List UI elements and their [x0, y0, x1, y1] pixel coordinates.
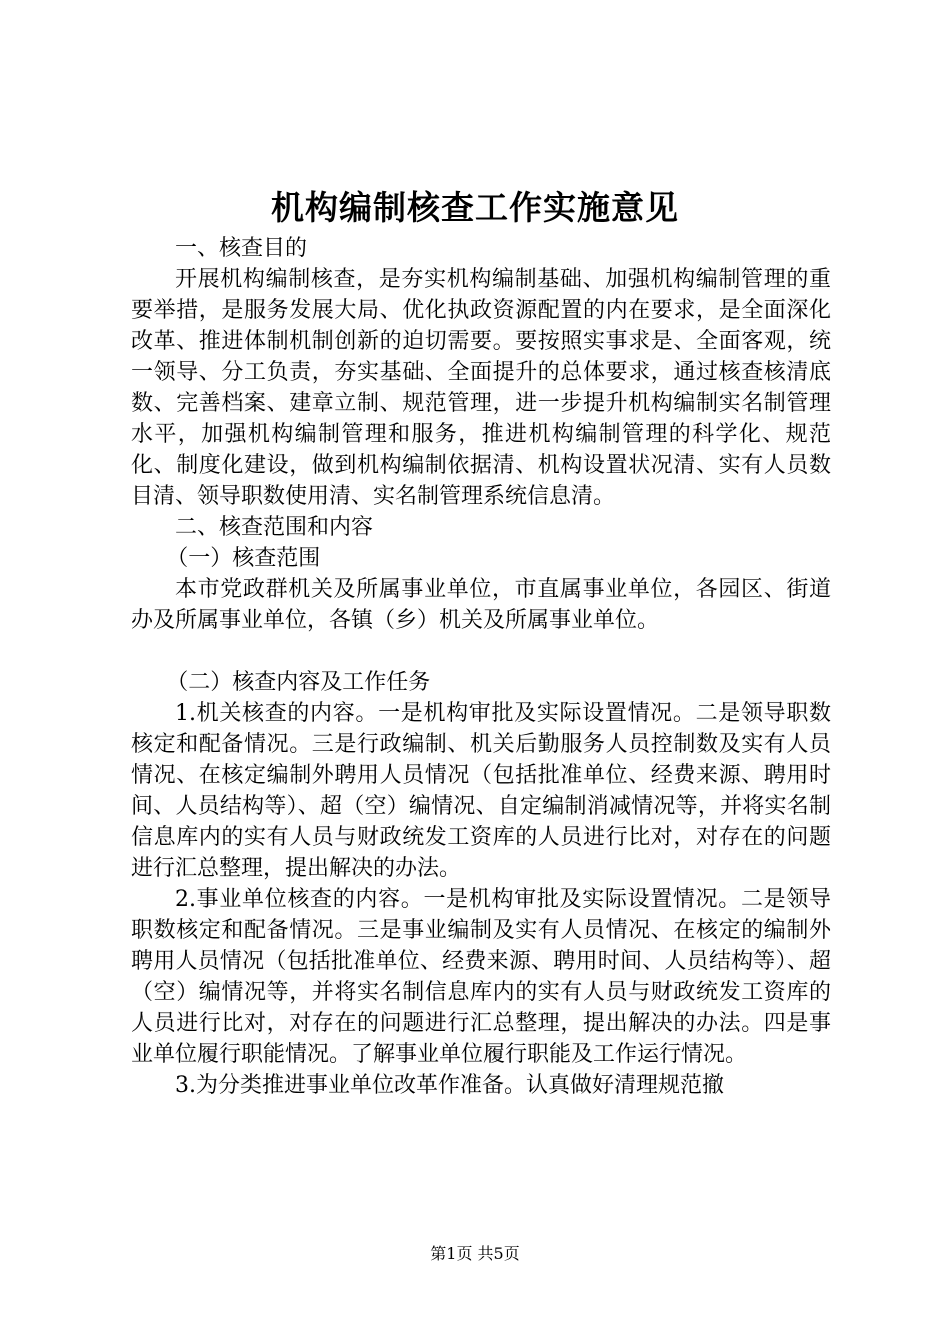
blank-line [131, 636, 831, 667]
paragraph-scope: 本市党政群机关及所属事业单位，市直属事业单位，各园区、街道办及所属事业单位，各镇（乡）机关及所属事业单位。 [131, 577, 831, 633]
subsection-heading-content: （二）核查内容及工作任务 [166, 670, 431, 695]
subsection-heading-scope: （一）核查范围 [166, 546, 321, 571]
document-title: 机构编制核查工作实施意见 [271, 188, 679, 227]
paragraph-purpose: 开展机构编制核查，是夯实机构编制基础、加强机构编制管理的重要举措，是服务发展大局、优化执政资源配置的内在要求，是全面深化改革、推进体制机制创新的迫切需要。要按照实事求是、全面客观，统一领导、分工负责，夯实基础、全面提升的总体要求，通过核查核清底数、完善档案、建章立制、规范管理，进一步提升机构编制实名制管理水平，加强机构编制管理和服务，推进机构编制管理的科学化、规范化、制度化建设，做到机构编制依据清、机构设置状况清、实有人员数目清、领导职数使用清、实名制管理系统信息清。 [131, 267, 831, 509]
page-footer: 第1页 共5页 [430, 1244, 520, 1263]
paragraph-item-3: 3.为分类推进事业单位改革作准备。认真做好清理规范撤 [175, 1073, 724, 1098]
paragraph-item-1: 1.机关核查的内容。一是机构审批及实际设置情况。二是领导职数核定和配备情况。三是行政编制、机关后勤服务人员控制数及实有人员情况、在核定编制外聘用人员情况（包括批准单位、经费来源、聘用时间、人员结构等）、超（空）编情况、自定编制消减情况等，并将实名制信息库内的实有人员与财政统发工资库的人员进行比对，对存在的问题进行汇总整理，提出解决的办法。 [131, 701, 831, 881]
section-heading-scope: 二、核查范围和内容 [175, 515, 374, 540]
document-body [131, 233, 831, 1101]
section-heading-purpose: 一、核查目的 [175, 236, 308, 261]
paragraph-item-2: 2.事业单位核查的内容。一是机构审批及实际设置情况。二是领导职数核定和配备情况。三是事业编制及实有人员情况、在核定的编制外聘用人员情况（包括批准单位、经费来源、聘用时间、人员结构等）、超（空）编情况等，并将实名制信息库内的实有人员与财政统发工资库的人员进行比对，对存在的问题进行汇总整理，提出解决的办法。四是事业单位履行职能情况。了解事业单位履行职能及工作运行情况。 [131, 887, 831, 1067]
